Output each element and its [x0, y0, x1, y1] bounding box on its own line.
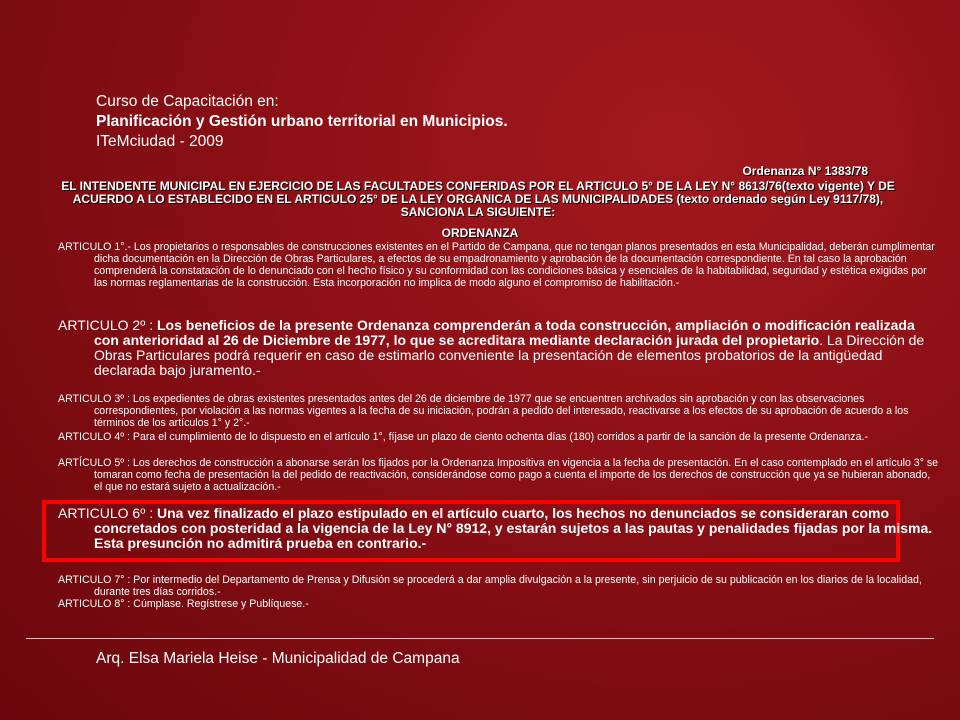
ordinance-title: ORDENANZA — [441, 226, 519, 240]
article-4-text: Para el cumplimiento de lo dispuesto en el artículo 1°, fíjase un plazo de ciento ochenta días (180) corridos a partir de la sanción de la presente Ordenanza.- — [132, 431, 868, 443]
article-5-label: ARTÍCULO 5º : — [58, 457, 130, 469]
article-2-label: ARTICULO 2º : — [58, 317, 154, 333]
footer-credit: Arq. Elsa Mariela Heise - Municipalidad de Campana — [96, 650, 460, 667]
article-1 — [58, 241, 940, 289]
course-title: Planificación y Gestión urbano territorial en Municipios. — [96, 113, 508, 130]
slide-header — [96, 92, 508, 152]
article-6-label: ARTICULO 6º : — [58, 505, 154, 521]
article-6-text: Una vez finalizado el plazo estipulado en el artículo cuarto, los hechos no denunciados se consideraran como concretados con posteridad a la vigencia de la Ley N° 8912, y estarán sujetos a las pautas y penalidades fijadas por la misma. Esta presunción no admitirá prueba en contrario.- — [94, 505, 933, 551]
ordinance-number: Ordenanza N° 1383/78 — [742, 164, 868, 178]
ordinance-preamble: EL INTENDENTE MUNICIPAL EN EJERCICIO DE LAS FACULTADES CONFERIDAS POR EL ARTICULO 5° DE LA LEY N° 8613/76(texto vigente) Y DE ACUERDO A LO ESTABLECIDO EN EL ARTICULO 25° DE LA LEY ORGANICA DE LAS MUNICIPALIDADES (texto ordenado según Ley 9117/78), SANCIONA LA SIGUIENTE: — [61, 179, 895, 219]
article-8-text: Cúmplase. Regístrese y Publíquese.- — [133, 598, 309, 610]
article-1-label: ARTICULO 1°.- — [58, 241, 131, 253]
article-5-text: Los derechos de construcción a abonarse serán los fijados por la Ordenanza Impositiva en vigencia a la fecha de presentación. En el caso contemplado en el artículo 3° se tomaran como fecha de presentación la del pedido de reactivación, considerándose como pago a cuenta el importe de los derechos de construcción que ya se hubieran abonado, el que no estará sujeto a actualización.- — [94, 457, 939, 493]
article-8 — [58, 598, 940, 610]
article-1-text: Los propietarios o responsables de construcciones existentes en el Partido de Campana, que no tengan planos presentados en esta Municipalidad, deberán cumplimentar dicha documentación en la Dirección de Obras Particulares, a efectos de su empadronamiento y aprobación de la documentación correspondiente. En tal caso la aprobación comprenderá la constatación de lo denunciado con el hecho físico y su conformidad con las condiciones básica y esenciales de la habitabilidad, seguridad y estética exigidas por las normas reglamentarias de la construcción. Esta incorporación no implica de modo alguno el compromiso de habilitación.- — [94, 241, 935, 289]
article-3-text: Los expedientes de obras existentes presentados antes del 26 de diciembre de 1977 que se encuentren archivados sin aprobación y con las observaciones correspondientes, por violación a las normas vigentes a la fecha de su iniciación, podrán a pedido del interesado, reactivarse a los efectos de su aprobación de acuerdo a los términos de los artículos 1° y 2°.- — [94, 393, 909, 429]
article-7 — [58, 574, 940, 598]
article-3 — [58, 393, 940, 429]
article-4-label: ARTICULO 4º : — [58, 431, 130, 443]
article-6 — [58, 506, 940, 551]
article-4 — [58, 431, 940, 443]
article-2-bold-text: Los beneficios de la presente Ordenanza comprenderán a toda construcción, ampliación o modificación realizada con anterioridad al 26 de Diciembre de 1977, lo que se acreditara mediante declaración jurada del propietario — [94, 317, 915, 348]
article-7-text: Por intermedio del Departamento de Prensa y Difusión se procederá a dar amplia divulgación a la presente, sin perjuicio de su publicación en los diarios de la localidad, durante tres días corridos.- — [94, 574, 922, 598]
article-3-label: ARTICULO 3º : — [58, 393, 130, 405]
course-line: Curso de Capacitación en: — [96, 93, 279, 110]
footer-divider — [26, 638, 934, 639]
course-year: ITeMciudad - 2009 — [96, 133, 224, 150]
article-7-label: ARTICULO 7° : — [58, 574, 131, 586]
article-2-text: . La Dirección de Obras Particulares podrá requerir en caso de estimarlo conveniente la presentación de elementos probatorios de la antigüedad declarada bajo juramento.- — [94, 332, 925, 378]
article-2 — [58, 318, 940, 378]
article-5 — [58, 457, 940, 493]
article-8-label: ARTICULO 8° : — [58, 598, 131, 610]
